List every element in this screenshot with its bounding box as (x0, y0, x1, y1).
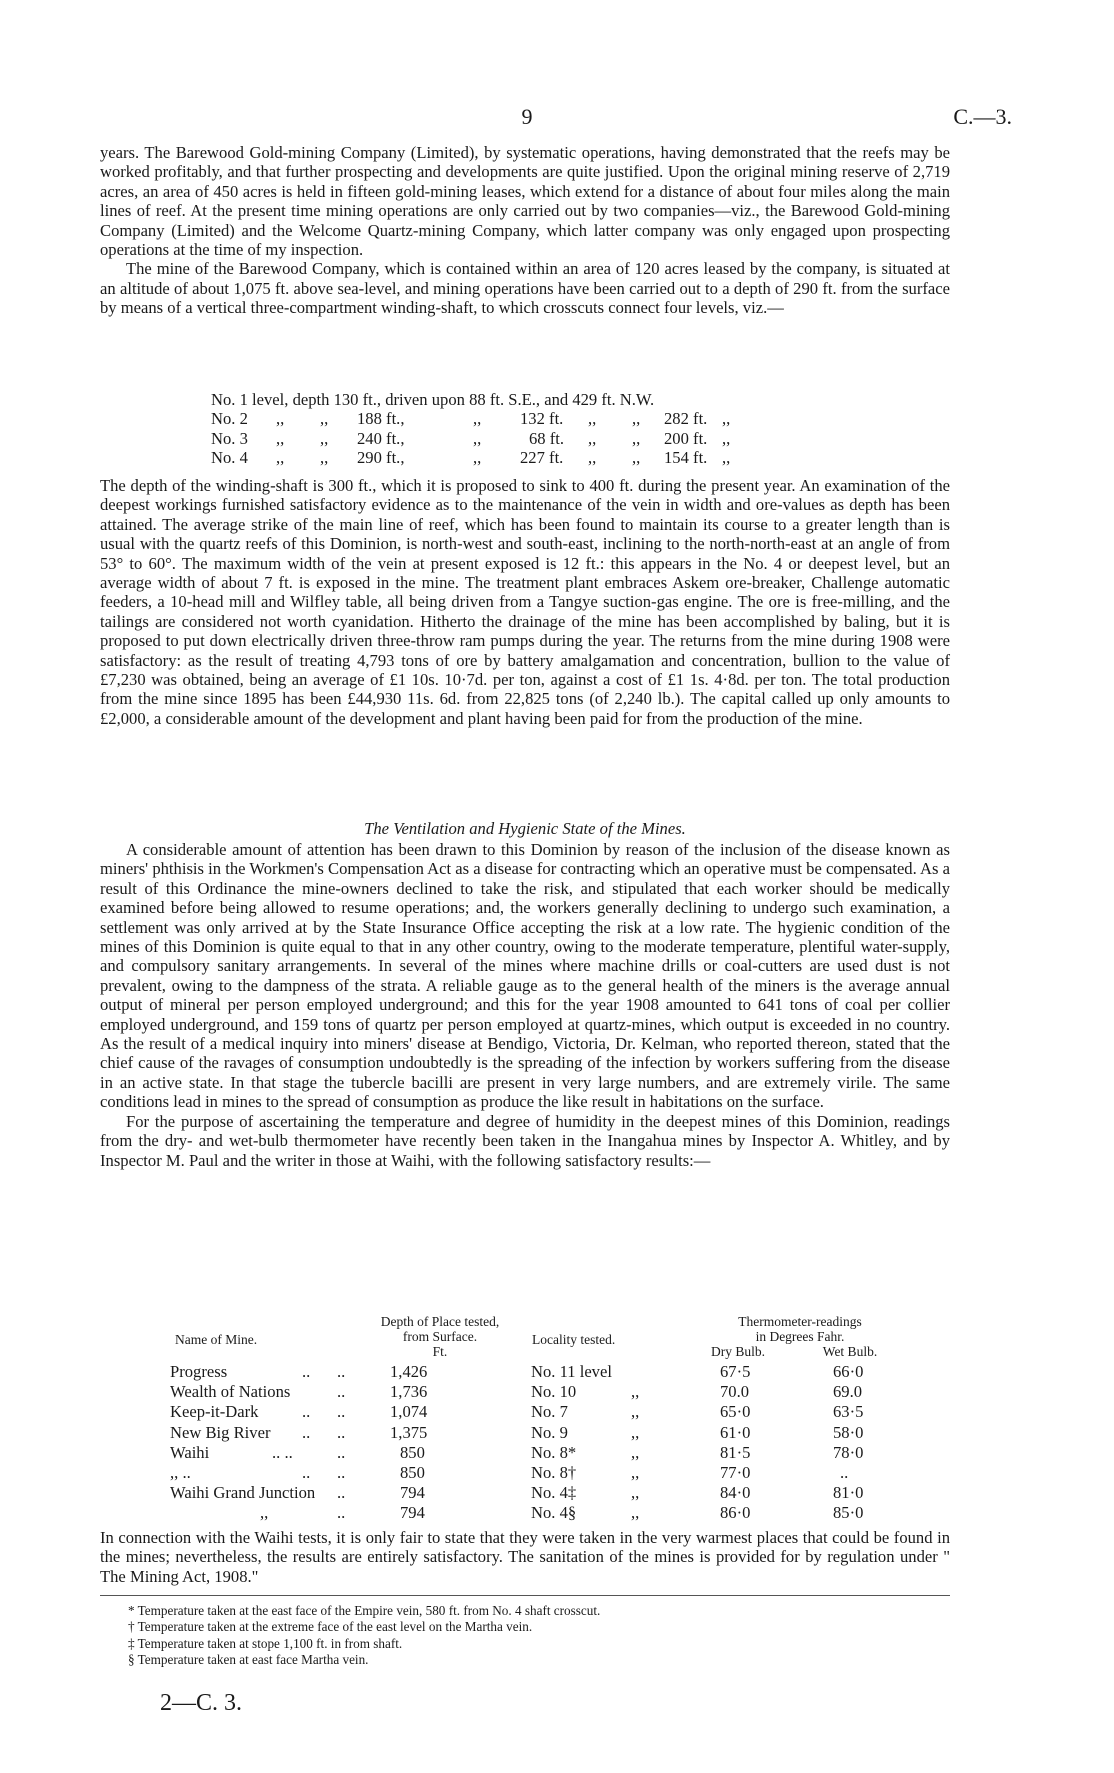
col-header-depth-unit: Ft. (432, 1344, 448, 1359)
cell-depth: 850 (400, 1442, 425, 1462)
ditto: ,, (276, 448, 285, 468)
footnotes (128, 1603, 600, 1669)
level-1-text: No. 1 level, depth 130 ft., driven upon 88 ft. S.E., and 429 ft. N.W. (211, 390, 655, 409)
paragraph-conclusion (100, 1528, 950, 1586)
cell-name: ,, .. (170, 1462, 191, 1482)
level-depth: 188 ft., (357, 409, 405, 429)
cell-depth: 1,736 (390, 1382, 428, 1402)
level-nw: 282 ft. (664, 409, 708, 429)
ditto: ,, (588, 409, 597, 429)
ditto: ,, (632, 409, 641, 429)
col-header-name: Name of Mine. (175, 1332, 258, 1347)
cell-name: Wealth of Nations (170, 1382, 291, 1402)
cell-dry: 81·5 (720, 1442, 751, 1462)
table-body (100, 1362, 950, 1524)
level-depth: 240 ft., (357, 428, 405, 448)
col-header-depth-line1: Depth of Place tested, (380, 1314, 500, 1329)
cell-name: New Big River (170, 1422, 271, 1442)
ditto: ,, (722, 428, 731, 448)
ditto: ,, (320, 448, 329, 468)
paragraph-barewood-intro (100, 143, 950, 318)
cell-name: Waihi (170, 1442, 210, 1462)
cell-locality: No. 10 (531, 1382, 577, 1402)
cell-locality: No. 9 (531, 1422, 568, 1442)
cell-wet: 85·0 (833, 1503, 864, 1523)
ditto: ,, (473, 448, 482, 468)
cell-depth: 1,375 (390, 1422, 428, 1442)
ditto: ,, (588, 428, 597, 448)
ditto: ,, (632, 428, 641, 448)
paragraph-2: The mine of the Barewood Company, which is contained within an area of 120 acres leased by the company, is situated at an altitude of about 1,075 ft. above sea-level, and mining operations have been carried out to a depth of 290 ft. from the surface by means of a vertical three-compartment winding-shaft, to which crosscuts connect four levels, viz.— (100, 259, 950, 318)
cell-wet: 63·5 (833, 1402, 864, 1422)
page-header (100, 104, 1012, 134)
cell-ditto: ,, (631, 1442, 640, 1462)
cell-locality: No. 7 (531, 1402, 568, 1422)
page-number: 9 (521, 104, 533, 129)
cell-leader: .. (337, 1483, 346, 1503)
table-row (100, 1382, 950, 1402)
section-title: The Ventilation and Hygienic State of the Mines. (364, 819, 686, 838)
cell-locality: No. 8* (531, 1442, 577, 1462)
cell-ditto: ,, (631, 1422, 640, 1442)
col-header-depth-line2: from Surface. (402, 1329, 478, 1344)
cell-dry: 67·5 (720, 1362, 751, 1381)
cell-leader: .. (337, 1382, 346, 1402)
cell-leader: .. (337, 1402, 346, 1422)
level-nw: 154 ft. (664, 448, 708, 468)
cell-ditto: ,, (631, 1382, 640, 1402)
footnote-4: § Temperature taken at east face Martha vein. (128, 1652, 369, 1668)
ditto: ,, (722, 448, 731, 468)
cell-leader: .. (302, 1422, 311, 1442)
col-header-dry: Dry Bulb. (711, 1344, 765, 1359)
paragraph-3: The depth of the winding-shaft is 300 ft., which it is proposed to sink to 400 ft. during the present year. An examination of the deepest workings furnished satisfactory evidence as to the maintenance of the vein in width and ore-values as depth has been attained. The average strike of the main line of reef, which has been found to maintain its course to a greater length than is usual with the quartz reefs of this Dominion, is north-west and south-east, inclining to the north-north-east at an angle of from 53° to 60°. The maximum width of the vein at present exposed is 12 ft.: this appears in the No. 4 or deepest level, but an average width of about 7 ft. is exposed in the mine. The treatment plant embraces Askem ore-breaker, Challenge automatic feeders, a 10-head mill and Wilfley table, all being driven from a Tangye suction-gas engine. The ore is free-milling, and the tailings are considered not worth cyanidation. Hitherto the drainage of the mine has been accomplished by baling, but it is proposed to put down electrically driven three-throw ram pumps during the year. The returns from the mine during 1908 were satisfactory: as the result of treating 4,793 tons of ore by battery amalgamation and concentration, bullion to the value of £7,230 was obtained, being an average of £1 10s. 10·7d. per ton, against a cost of £1 1s. 4·8d. per ton. The total production from the mine since 1895 has been £44,930 11s. 6d. from 22,825 tons (of 2,240 lb.). The capital called up only amounts to £2,000, a considerable amount of the development and plant having been paid for from the production of the mine. (100, 476, 950, 728)
paragraph-5: For the purpose of ascertaining the temperature and degree of humidity in the deepest mines of this Dominion, readings from the dry- and wet-bulb thermometer have recently been taken in the Inangahua mines by Inspector A. Whitley, and by Inspector M. Paul and the writer in those at Waihi, with the following satisfactory results:— (100, 1111, 950, 1170)
cell-name: Waihi Grand Junction (170, 1483, 316, 1503)
paragraph-6: In connection with the Waihi tests, it is only fair to state that they were taken in the very warmest places that could be found in the mines; nevertheless, the results are entirely satisfactory. The sanitation of the mines is provided for by regulation under " The Mining Act, 1908." (100, 1528, 950, 1586)
table-row (100, 1402, 950, 1422)
col-header-locality: Locality tested. (532, 1332, 616, 1347)
cell-depth: 794 (400, 1503, 425, 1523)
ditto: ,, (473, 409, 482, 429)
table-row (100, 1443, 950, 1463)
cell-leader: .. (302, 1402, 311, 1422)
cell-dry: 70.0 (720, 1382, 750, 1402)
col-header-wet: Wet Bulb. (822, 1344, 878, 1359)
ditto: ,, (632, 448, 641, 468)
ditto: ,, (320, 428, 329, 448)
level-se: 68 ft. (529, 428, 565, 448)
ditto: ,, (722, 409, 731, 429)
cell-wet: .. (840, 1462, 849, 1482)
cell-name: Progress (170, 1362, 228, 1381)
cell-depth: 1,074 (390, 1402, 428, 1422)
ditto: ,, (276, 409, 285, 429)
table-row (100, 1362, 950, 1382)
col-header-thermometer (690, 1314, 910, 1344)
paragraph-hygiene (100, 840, 950, 1170)
level-no: No. 4 (211, 448, 248, 468)
level-se: 132 ft. (520, 409, 564, 429)
level-no: No. 2 (211, 409, 248, 429)
cell-leader: .. (337, 1503, 346, 1523)
cell-depth: 794 (400, 1483, 425, 1503)
cell-ditto: ,, (631, 1483, 640, 1503)
cell-leader: .. (337, 1462, 346, 1482)
paragraph-4: A considerable amount of attention has been drawn to this Dominion by reason of the inclusion of the disease known as miners' phthisis in the Workmen's Compensation Act as a disease for contracting which an operative must be compensated. As a result of this Ordinance the mine-owners declined to take the risk, and stipulated that each worker should be medically examined before being allowed to resume operations; and, the workers generally declining to undergo such examination, a settlement was only arrived at by the State Insurance Office accepting the risk at a low rate. The hygienic condition of the mines of this Dominion is quite equal to that in any other country, owing to the moderate temperature, plentiful water-supply, and compulsory sanitary arrangements. In several of the mines where machine drills or coal-cutters are used dust is not prevalent, owing to the dampness of the strata. A reliable gauge as to the general health of the miners is the average annual output of mineral per person employed underground; and this for the year 1908 amounted to 641 tons of coal per collier employed underground, and 159 tons of quartz per person employed at quartz-mines, which output is exceeded in no country. As the result of a medical inquiry into miners' disease at Bendigo, Victoria, Dr. Kelman, who reported thereon, stated that the chief cause of the ravages of consumption undoubtedly is the spreading of the infection by workers suffering from the disease in an active state. In that stage the tubercle bacilli are present in very large numbers, and are extremely virile. The same conditions lead in mines to the spread of consumption as produce the like result in habitations on the surface. (100, 840, 950, 1112)
paragraph-barewood-details (100, 476, 950, 728)
col-header-therm-line2: in Degrees Fahr. (755, 1329, 845, 1344)
cell-name: ,, (260, 1503, 269, 1523)
col-header-depth (350, 1314, 530, 1359)
table-row (100, 1503, 950, 1523)
cell-locality: No. 4‡ (531, 1483, 577, 1503)
cell-locality: No. 11 level (531, 1362, 612, 1381)
paragraph-1: years. The Barewood Gold-mining Company (Limited), by systematic operations, having demonstrated that the reefs may be worked profitably, and that further prospecting and developments are quite justified. Upon the original mining reserve of 2,719 acres, an area of 450 acres is held in fifteen gold-mining leases, which extend for a distance of about four miles along the main lines of reef. At the present time mining operations are only carried out by two companies—viz., the Barewood Gold-mining Company (Limited) and the Welcome Quartz-mining Company, which latter company was only engaged upon prospecting operations at the time of my inspection. (100, 143, 950, 260)
ditto: ,, (276, 428, 285, 448)
ditto: ,, (588, 448, 597, 468)
cell-ditto: ,, (631, 1462, 640, 1482)
level-no: No. 3 (211, 428, 248, 448)
cell-ditto: ,, (631, 1503, 640, 1523)
cell-leader: .. (337, 1362, 346, 1381)
cell-dry: 77·0 (720, 1462, 751, 1482)
cell-wet: 78·0 (833, 1442, 864, 1462)
footnote-1: * Temperature taken at the east face of the Empire vein, 580 ft. from No. 4 shaft crosscut. (128, 1603, 601, 1618)
cell-dry: 65·0 (720, 1402, 751, 1422)
table-row (100, 1463, 950, 1483)
signature-mark: 2—C. 3. (160, 1690, 243, 1716)
document-reference: C.—3. (953, 104, 1012, 129)
table-row (100, 1423, 950, 1443)
cell-wet: 81·0 (833, 1483, 864, 1503)
cell-ditto: ,, (631, 1402, 640, 1422)
cell-leader: .. (337, 1442, 346, 1462)
ditto: ,, (473, 428, 482, 448)
cell-depth: 850 (400, 1462, 425, 1482)
cell-leader: .. (302, 1362, 311, 1381)
cell-leader: .. (337, 1422, 346, 1442)
col-header-therm-line1: Thermometer-readings (738, 1314, 862, 1329)
cell-dry: 61·0 (720, 1422, 751, 1442)
cell-name: Keep-it-Dark (170, 1402, 259, 1422)
footnote-2: † Temperature taken at the extreme face of the east level on the Martha vein. (128, 1619, 533, 1635)
table-row (100, 1483, 950, 1503)
ditto: ,, (320, 409, 329, 429)
footnote-3: ‡ Temperature taken at stope 1,100 ft. in from shaft. (128, 1635, 403, 1651)
cell-wet: 58·0 (833, 1422, 864, 1442)
cell-locality: No. 4§ (531, 1503, 577, 1523)
footnote-divider (100, 1595, 950, 1596)
cell-dry: 84·0 (720, 1483, 751, 1503)
cell-wet: 69.0 (833, 1382, 863, 1402)
cell-wet: 66·0 (833, 1362, 864, 1381)
level-depth: 290 ft., (357, 448, 405, 468)
level-nw: 200 ft. (664, 428, 708, 448)
cell-depth: 1,426 (390, 1362, 428, 1381)
cell-leader: .. (302, 1462, 311, 1482)
cell-leader: .. .. (272, 1442, 293, 1462)
cell-dry: 86·0 (720, 1503, 751, 1523)
cell-locality: No. 8† (531, 1462, 577, 1482)
level-se: 227 ft. (520, 448, 564, 468)
